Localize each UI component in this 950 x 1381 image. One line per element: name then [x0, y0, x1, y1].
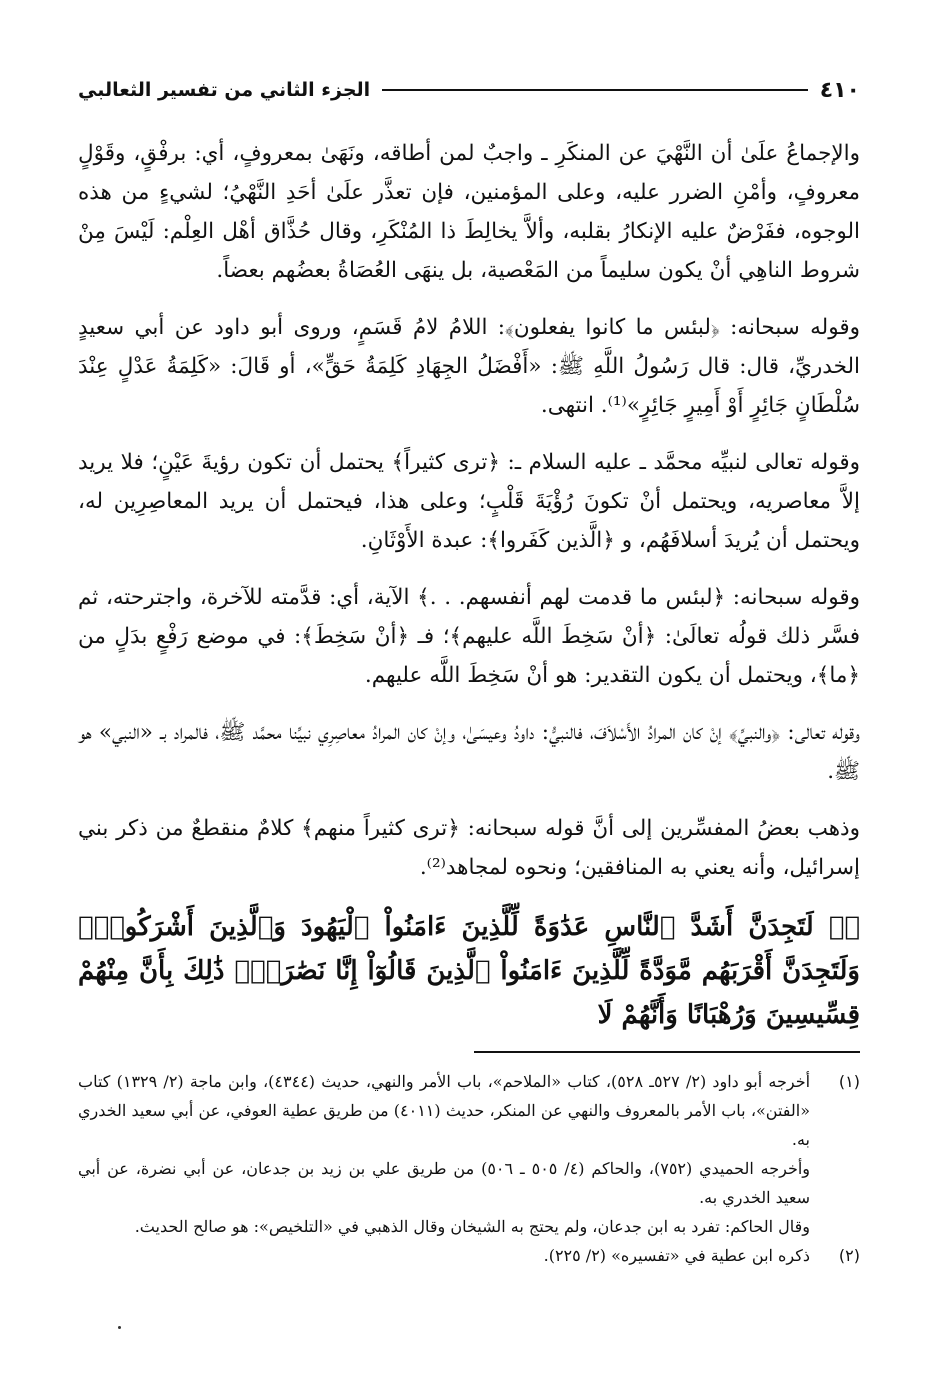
- footnotes: [78, 1067, 860, 1270]
- header-rule: [382, 89, 808, 91]
- page-number: ٤١٠: [819, 77, 860, 103]
- footnote-separator: [474, 1051, 860, 1053]
- footnote-line: ذكره ابن عطية في «تفسيره» (٢/ ٢٢٥).: [543, 1246, 810, 1265]
- paragraph: وقوله سبحانه: ﴿لبئس ما كانوا يفعلون﴾: اللامُ لامُ قَسَمٍ، وروى أبو داود عن أبي سعيدٍ الخدريِّ، قال: قال رَسُولُ اللَّهِ ﷺ: «أَفْضَلُ الجِهَادِ كَلِمَةُ حَقٍّ»، أو قَالَ: «كَلِمَةُ عَدْلٍ عِنْدَ سُلْطَانٍ جَائِرٍ أَوْ أَمِيرٍ جَائِرٍ»⁽¹⁾. انتهى.: [78, 315, 860, 418]
- footnote-body: [78, 1067, 810, 1241]
- footnote-mark: (١): [838, 1072, 860, 1091]
- footnote-line: وأخرجه الحميدي (٧٥٢)، والحاكم (٤/ ٥٠٥ ـ ٥٠٦) من طريق علي بن زيد بن جدعان، عن أبي نضرة، عن أبي سعيد الخدري به.: [78, 1159, 811, 1207]
- paragraph: وقوله تعالى لنبيِّه محمَّد ـ عليه السلام ـ: ﴿ترى كثيراً﴾ يحتمل أن تكون رؤيةَ عَيْنٍ؛ فلا يريد إلاَّ معاصريه، ويحتمل أنْ تكونَ رُؤْيَةَ قَلْبٍ؛ وعلى هذا، فيحتمل أن يريد المعاصِرِين له، ويحتمل أن يُريدَ أسلافَهُم، و ﴿الَّذين كَفَروا﴾: عبدة الأَوْثَانِ.: [78, 450, 860, 553]
- footnote: [78, 1241, 860, 1270]
- paragraph: وذهب بعضُ المفسِّرين إلى أنَّ قوله سبحانه: ﴿ترى كثيراً منهم﴾ كلامٌ منقطعٌ من ذكر بني إسرائيل، وأنه يعني به المنافقين؛ ونحوه لمجاهد⁽²⁾.: [78, 816, 860, 880]
- paragraph: وقوله تعالى: ﴿والنبيِّ﴾ إنْ كان المرادُ الأَسْلاَفَ، فالنبيُّ: داودُ وعيسَىٰ، وإنْ كان المرادُ معاصِرِي نبيِّنا محمَّد ﷺ، فالمراد بـ «النبي» هو ﷺ.: [78, 720, 860, 784]
- footnote-line: وقال الحاكم: تفرد به ابن جدعان، ولم يحتج به الشيخان وقال الذهبي في «التلخيص»: هو صالح الحديث.: [134, 1217, 810, 1236]
- main-text: [78, 134, 860, 1037]
- footnote-line: أخرجه أبو داود (٢/ ٥٢٧ـ ٥٢٨)، كتاب «الملاحم»، باب الأمر والنهي، حديث (٤٣٤٤)، وابن ماجة (٢/ ١٣٢٩) كتاب «الفتن»، باب الأمر بالمعروف والنهي عن المنكر، حديث (٤٠١١) من طريق عطية العوفي، عن أبي سعيد الخدري به.: [78, 1072, 811, 1149]
- ink-speck: [118, 1326, 121, 1329]
- page-header: [78, 68, 860, 112]
- quran-verse: ﴿۞ لَتَجِدَنَّ أَشَدَّ ٱلنَّاسِ عَدَٰوَةً لِّلَّذِينَ ءَامَنُواْ ٱلْيَهُودَ وَٱلَّذِينَ أَشْرَكُواْۖ وَلَتَجِدَنَّ أَقْرَبَهُم مَّوَدَّةً لِّلَّذِينَ ءَامَنُواْ ٱلَّذِينَ قَالُوٓاْ إِنَّا نَصَٰرَىٰۚ ذَٰلِكَ بِأَنَّ مِنْهُمْ قِسِّيسِينَ وَرُهْبَانًا وَأَنَّهُمْ لَا: [78, 912, 860, 1030]
- running-title: الجزء الثاني من تفسير الثعالبي: [78, 79, 371, 101]
- footnote-body: [78, 1241, 810, 1270]
- footnote: [78, 1067, 860, 1241]
- paragraph: والإجماعُ علَىٰ أن النَّهْيَ عن المنكَرِ ـ واجبٌ لمن أطاقه، ونَهَىٰ بمعروفٍ، أي: برفْقٍ، وقَوْلٍ معروفٍ، وأمْنِ الضرر عليه، وعلى المؤمنين، فإن تعذَّر علَىٰ أحَدِ النَّهْيُ؛ لشيءٍ من هذه الوجوه، ففَرْضٌ عليه الإنكارُ بقلبه، وألاَّ يخالِطَ ذا المُنْكَرِ، وقال حُذَّاق أهْل العِلْم: لَيْسَ مِنْ شروط الناهِي أنْ يكون سليماً من المَعْصية، بل ينهَى العُصَاةُ بعضُهم بعضاً.: [78, 141, 860, 283]
- paragraph: وقوله سبحانه: ﴿لبئس ما قدمت لهم أنفسهم. . .﴾ الآية، أي: قدَّمته للآخرة، واجترحته، ثم فسَّر ذلك قولُه تعالَىٰ: ﴿أنْ سَخِطَ اللَّه عليهم﴾؛ فـ ﴿أنْ سَخِطَ﴾: في موضع رَفْعٍ بدَلٍ من ﴿ما﴾، ويحتمل أن يكون التقدير: هو أنْ سَخِطَ اللَّه عليهم.: [78, 585, 860, 688]
- footnote-mark: (٢): [838, 1246, 860, 1265]
